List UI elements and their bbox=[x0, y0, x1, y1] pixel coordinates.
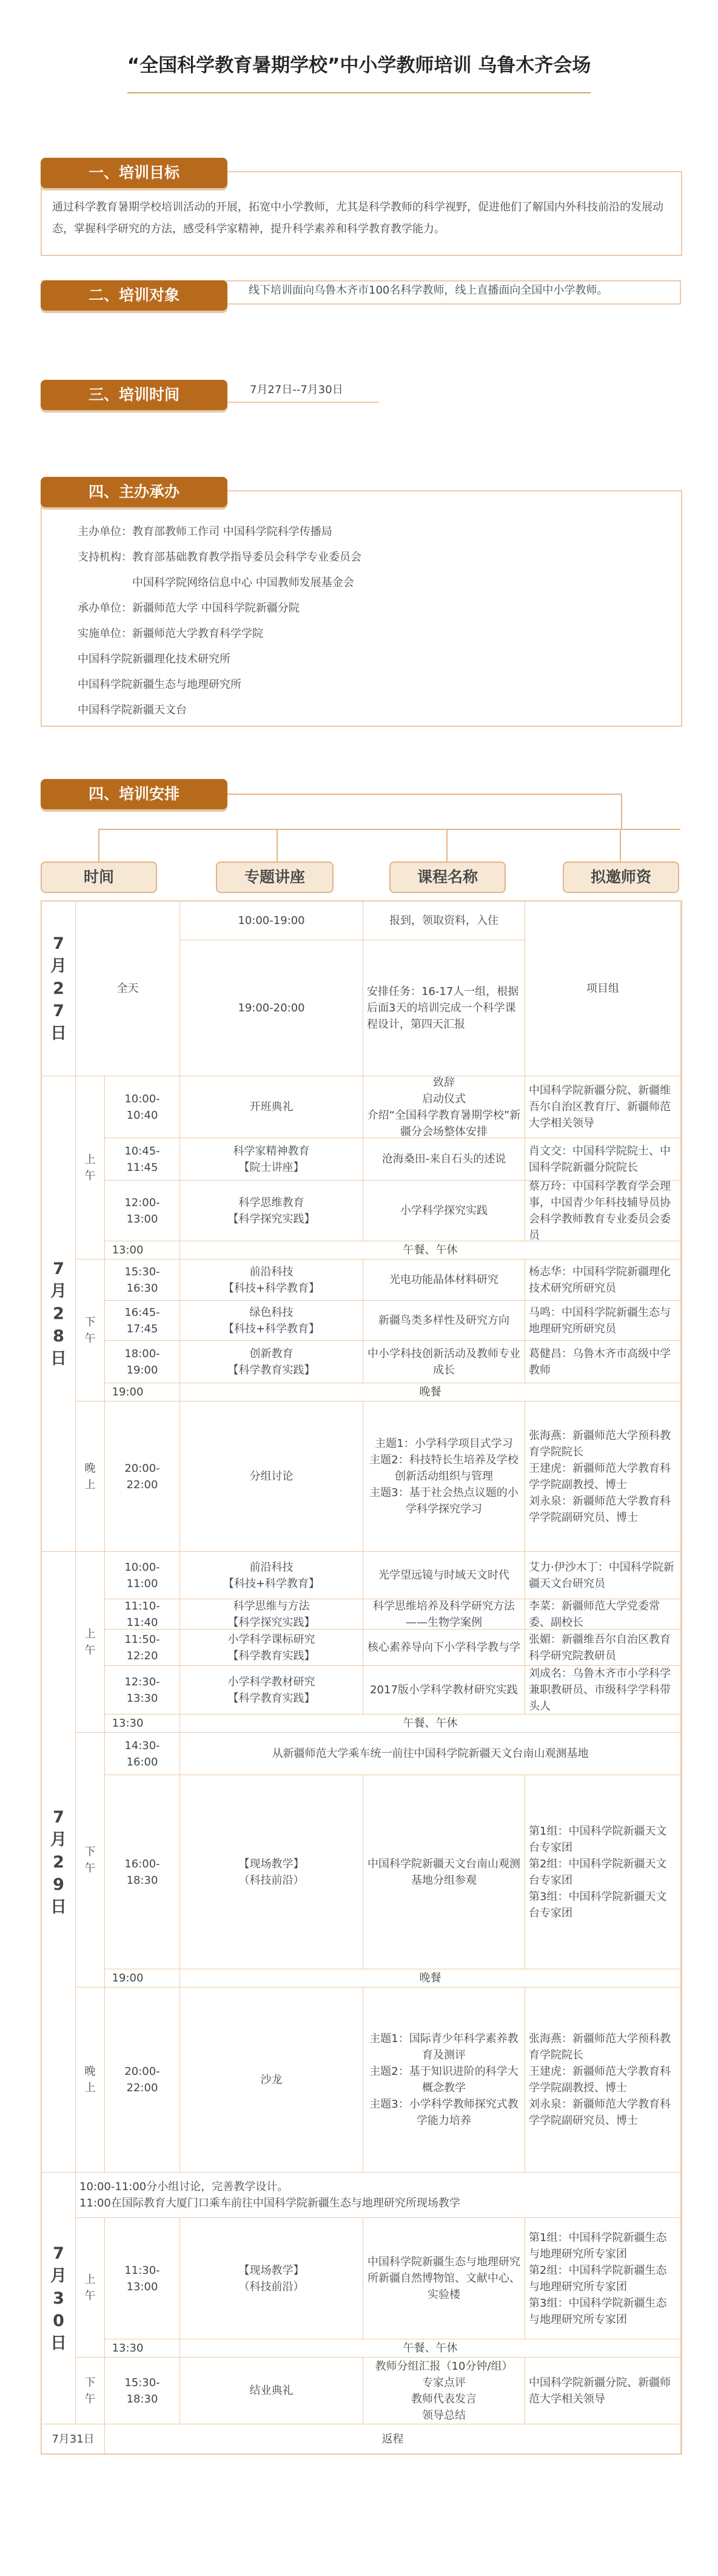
day-28-r3-lecture: 科学思维教育 【科学探究实践】 bbox=[180, 1181, 363, 1241]
day-30-r2-time: 13:30 bbox=[76, 2339, 180, 2358]
day-28-r1-course: 致辞 启动仪式 介绍“全国科学教育暑期学校”新疆分会场整体安排 bbox=[363, 1076, 525, 1138]
day-28-r3-teacher: 蔡万玲：中国科学教育学会理事，中国青少年科技辅导员协会科学教师教育专业委员会委员 bbox=[525, 1181, 681, 1241]
day-28: 7 月 2 8 日 bbox=[42, 1076, 76, 1552]
day-29-r9-teacher: 张海燕：新疆师范大学预科教育学院院长 王建虎：新疆师范大学教育科学学院副教授、博士 刘永泉：新疆师范大学教育科学学院副研究员、博士 bbox=[525, 1988, 681, 2173]
day-29-r7-teacher: 第1组：中国科学院新疆天文台专家团 第2组：中国科学院新疆天文台专家团 第3组：中国科学院新疆天文台专家团 bbox=[525, 1775, 681, 1969]
day-30-r1-teacher: 第1组：中国科学院新疆生态与地理研究所专家团 第2组：中国科学院新疆生态与地理研究所专家团 第3组：中国科学院新疆生态与地理研究所专家团 bbox=[525, 2218, 681, 2339]
day-30-r3-course: 教师分组汇报（10分钟/组） 专家点评 教师代表发言 领导总结 bbox=[363, 2358, 525, 2424]
day-29-r3-time: 11:50- 12:20 bbox=[105, 1630, 180, 1666]
day-28-r5-teacher: 杨志华：中国科学院新疆理化技术研究所研究员 bbox=[525, 1259, 681, 1301]
org-line: 实施单位：新疆师范大学教育科学学院 bbox=[78, 627, 263, 640]
day-28-r5-lecture: 前沿科技 【科技+科学教育】 bbox=[180, 1259, 363, 1301]
day-29-r4-time: 12:30- 13:30 bbox=[105, 1666, 180, 1715]
day-28-r1-time: 10:00- 10:40 bbox=[105, 1076, 180, 1138]
day-29-r9-lecture: 沙龙 bbox=[180, 1988, 363, 2173]
day-29-r7-course: 中国科学院新疆天文台南山观测基地分组参观 bbox=[363, 1775, 525, 1969]
day-29-r1-course: 光学望远镜与时域天文时代 bbox=[363, 1552, 525, 1599]
org-line: 中国科学院新疆生态与地理研究所 bbox=[78, 678, 241, 691]
day-29-r2-time: 11:10- 11:40 bbox=[105, 1599, 180, 1630]
day-27-course-1: 报到，领取资料，入住 bbox=[363, 902, 525, 940]
day-28-r8-time: 19:00 bbox=[76, 1383, 180, 1401]
day-28-r6-teacher: 马鸣：中国科学院新疆生态与地理研究所研究员 bbox=[525, 1301, 681, 1341]
day-31: 7月31日 bbox=[42, 2424, 105, 2455]
day-28-r9-lecture: 分组讨论 bbox=[180, 1401, 363, 1552]
day-28-r5-course: 光电功能晶体材料研究 bbox=[363, 1259, 525, 1301]
day-30-r1-lecture: 【现场教学】 （科技前沿） bbox=[180, 2218, 363, 2339]
day-28-r7-lecture: 创新教育 【科学教育实践】 bbox=[180, 1341, 363, 1383]
section-org-lines bbox=[78, 519, 672, 723]
org-line: 中国科学院网络信息中心 中国教师发展基金会 bbox=[78, 576, 354, 589]
day-29-r8-time: 19:00 bbox=[76, 1969, 180, 1988]
day-27-time-2: 19:00-20:00 bbox=[180, 940, 363, 1076]
day-28-r2-lecture: 科学家精神教育 【院士讲座】 bbox=[180, 1138, 363, 1181]
day-30-note: 10:00-11:00分小组讨论，完善教学设计。 11:00在国际教育大厦门口乘车前往中国科学院新疆生态与地理研究所现场教学 bbox=[76, 2173, 681, 2218]
section-time-heading: 三、培训时间 bbox=[41, 380, 227, 410]
day-28-r1-teacher: 中国科学院新疆分院、新疆维吾尔自治区教育厅、新疆师范大学相关领导 bbox=[525, 1076, 681, 1138]
day-29-r3-course: 核心素养导向下小学科学教与学 bbox=[363, 1630, 525, 1666]
day-29-r2-course: 科学思维培养及科学研究方法——生物学案例 bbox=[363, 1599, 525, 1630]
day-28-r2-teacher: 肖文交：中国科学院院士、中国科学院新疆分院院长 bbox=[525, 1138, 681, 1181]
section-org-heading: 四、主办承办 bbox=[41, 477, 227, 507]
day-27: 7 月 2 7 日 bbox=[42, 902, 76, 1076]
schedule-connector bbox=[277, 829, 278, 861]
section-time-underline bbox=[227, 402, 379, 403]
day-30-r3-lecture: 结业典礼 bbox=[180, 2358, 363, 2424]
day-29-r1-teacher: 艾力·伊沙木丁：中国科学院新疆天文台研究员 bbox=[525, 1552, 681, 1599]
day-28-r3-course: 小学科学探究实践 bbox=[363, 1181, 525, 1241]
day-29-pm: 下午 bbox=[76, 1733, 105, 1988]
org-line: 主办单位：教育部教师工作司 中国科学院科学传播局 bbox=[78, 525, 332, 538]
schedule-connector bbox=[98, 829, 99, 861]
day-31-course: 返程 bbox=[105, 2424, 681, 2455]
org-line: 支持机构：教育部基础教育教学指导委员会科学专业委员会 bbox=[78, 551, 361, 564]
day-28-r9-teacher: 张海燕：新疆师范大学预科教育学院院长 王建虎：新疆师范大学教育科学学院副教授、博士 刘永泉：新疆师范大学教育科学学院副研究员、博士 bbox=[525, 1401, 681, 1552]
day-29-r6-time: 14:30- 16:00 bbox=[105, 1733, 180, 1775]
page-title: “全国科学教育暑期学校”中小学教师培训 乌鲁木齐会场 bbox=[127, 55, 591, 76]
day-29-r7-time: 16:00- 18:30 bbox=[105, 1775, 180, 1969]
day-30-r3-time: 15:30- 18:30 bbox=[105, 2358, 180, 2424]
day-29-eve: 晚上 bbox=[76, 1988, 105, 2173]
header-course: 课程名称 bbox=[389, 861, 506, 893]
schedule-connector bbox=[227, 794, 622, 795]
day-28-eve: 晚上 bbox=[76, 1401, 105, 1552]
day-29-r9-time: 20:00- 22:00 bbox=[105, 1988, 180, 2173]
day-28-r5-time: 15:30- 16:30 bbox=[105, 1259, 180, 1301]
day-29-am: 上午 bbox=[76, 1552, 105, 1733]
day-28-r7-time: 18:00- 19:00 bbox=[105, 1341, 180, 1383]
day-30-pm: 下午 bbox=[76, 2358, 105, 2424]
org-line: 承办单位：新疆师范大学 中国科学院新疆分院 bbox=[78, 602, 300, 615]
day-30-r2-course: 午餐、午休 bbox=[180, 2339, 681, 2358]
day-29: 7 月 2 9 日 bbox=[42, 1552, 76, 2173]
day-28-r7-course: 中小学科技创新活动及教师专业成长 bbox=[363, 1341, 525, 1383]
day-29-r1-lecture: 前沿科技 【科技+科学教育】 bbox=[180, 1552, 363, 1599]
day-29-r7-lecture: 【现场教学】 （科技前沿） bbox=[180, 1775, 363, 1969]
schedule-connector bbox=[621, 794, 622, 830]
day-28-r4-course: 午餐、午休 bbox=[180, 1241, 681, 1259]
day-28-r4-time: 13:00 bbox=[76, 1241, 180, 1259]
day-30-r3-teacher: 中国科学院新疆分院、新疆师范大学相关领导 bbox=[525, 2358, 681, 2424]
day-28-r7-teacher: 葛健昌：乌鲁木齐市高级中学教师 bbox=[525, 1341, 681, 1383]
day-30-r1-time: 11:30- 13:00 bbox=[105, 2218, 180, 2339]
day-29-r4-lecture: 小学科学教材研究 【科学教育实践】 bbox=[180, 1666, 363, 1715]
day-29-r3-lecture: 小学科学课标研究 【科学教育实践】 bbox=[180, 1630, 363, 1666]
day-27-allday: 全天 bbox=[76, 902, 180, 1076]
day-28-r3-time: 12:00- 13:00 bbox=[105, 1181, 180, 1241]
schedule-connector bbox=[98, 829, 680, 830]
day-28-r2-time: 10:45- 11:45 bbox=[105, 1138, 180, 1181]
day-28-am: 上午 bbox=[76, 1076, 105, 1259]
day-29-r6-course: 从新疆师范大学乘车统一前往中国科学院新疆天文台南山观测基地 bbox=[180, 1733, 681, 1775]
day-29-r5-course: 午餐、午休 bbox=[180, 1715, 681, 1733]
section-goal-text: 通过科学教育暑期学校培训活动的开展，拓宽中小学教师，尤其是科学教师的科学视野，促进他们了解国内外科技前沿的发展动态，掌握科学研究的方法，感受科学家精神，提升科学素养和科学教育教学能力。 bbox=[52, 201, 663, 235]
schedule-connector bbox=[446, 829, 448, 861]
section-goal-heading: 一、培训目标 bbox=[41, 158, 227, 188]
header-teacher: 拟邀师资 bbox=[563, 861, 679, 893]
section-schedule-heading: 四、培训安排 bbox=[41, 779, 227, 809]
title-divider bbox=[127, 92, 591, 93]
header-time: 时间 bbox=[41, 861, 157, 893]
header-lecture: 专题讲座 bbox=[216, 861, 334, 893]
day-29-r4-teacher: 刘成名：乌鲁木齐市小学科学兼职教研员、市级科学学科带头人 bbox=[525, 1666, 681, 1715]
schedule-table bbox=[41, 900, 682, 2455]
day-29-r5-time: 13:30 bbox=[76, 1715, 180, 1733]
org-line: 中国科学院新疆天文台 bbox=[78, 704, 187, 716]
day-28-r6-course: 新疆鸟类多样性及研究方向 bbox=[363, 1301, 525, 1341]
day-29-r8-course: 晚餐 bbox=[180, 1969, 681, 1988]
day-27-course-2: 安排任务：16-17人一组，根据后面3天的培训完成一个科学课程设计，第四天汇报 bbox=[363, 940, 525, 1076]
day-28-r6-time: 16:45- 17:45 bbox=[105, 1301, 180, 1341]
day-29-r3-teacher: 张媚：新疆维吾尔自治区教育科学研究院教研员 bbox=[525, 1630, 681, 1666]
day-29-r9-course: 主题1：国际青少年科学素养教育及测评 主题2：基于知识进阶的科学大概念教学 主题3：小学科学教师探究式教学能力培养 bbox=[363, 1988, 525, 2173]
day-29-r4-course: 2017版小学科学教材研究实践 bbox=[363, 1666, 525, 1715]
day-28-r6-lecture: 绿色科技 【科技+科学教育】 bbox=[180, 1301, 363, 1341]
day-30: 7 月 3 0 日 bbox=[42, 2173, 76, 2424]
day-28-r1-lecture: 开班典礼 bbox=[180, 1076, 363, 1138]
day-29-r1-time: 10:00- 11:00 bbox=[105, 1552, 180, 1599]
day-28-r9-time: 20:00- 22:00 bbox=[105, 1401, 180, 1552]
day-28-r2-course: 沧海桑田-来自石头的述说 bbox=[363, 1138, 525, 1181]
day-30-am: 上午 bbox=[76, 2218, 105, 2358]
schedule-connector bbox=[620, 829, 621, 861]
day-30-r1-course: 中国科学院新疆生态与地理研究所新疆自然博物馆、文献中心、实验楼 bbox=[363, 2218, 525, 2339]
day-28-r9-course: 主题1：小学科学项目式学习 主题2：科技特长生培养及学校创新活动组织与管理 主题3：基于社会热点议题的小学科学探究学习 bbox=[363, 1401, 525, 1552]
day-27-teacher: 项目组 bbox=[525, 902, 681, 1076]
day-29-r2-teacher: 李菜：新疆师范大学党委常委、副校长 bbox=[525, 1599, 681, 1630]
section-target-text: 线下培训面向乌鲁木齐市100名科学教师，线上直播面向全国中小学教师。 bbox=[249, 284, 608, 297]
day-27-time-1: 10:00-19:00 bbox=[180, 902, 363, 940]
section-time-text: 7月27日--7月30日 bbox=[250, 383, 343, 396]
day-28-pm: 下午 bbox=[76, 1259, 105, 1401]
day-28-r8-course: 晚餐 bbox=[180, 1383, 681, 1401]
org-line: 中国科学院新疆理化技术研究所 bbox=[78, 653, 230, 666]
section-target-heading: 二、培训对象 bbox=[41, 280, 227, 311]
day-29-r2-lecture: 科学思维与方法 【科学探究实践】 bbox=[180, 1599, 363, 1630]
